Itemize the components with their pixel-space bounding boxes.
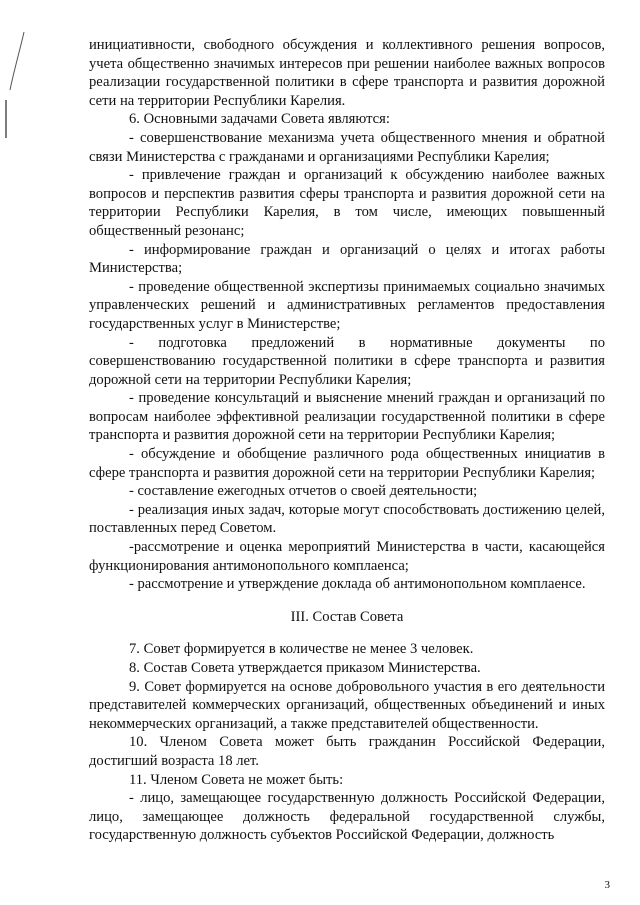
margin-pencil-mark bbox=[0, 30, 30, 140]
task-item: - реализация иных задач, которые могут способствовать достижению целей, поставленных перед Советом. bbox=[89, 501, 605, 537]
task-item: - совершенствование механизма учета общественного мнения и обратной связи Министерства с гражданами и организациями Республики Карелия; bbox=[89, 129, 605, 165]
task-item: - информирование граждан и организаций о целях и итогах работы Министерства; bbox=[89, 241, 605, 277]
page-number: 3 bbox=[604, 879, 610, 891]
paragraph-9: 9. Совет формируется на основе добровольного участия в его деятельности представителей коммерческих организаций, общественных объединений и иных некоммерческих организаций, а также представителей общественности. bbox=[89, 678, 605, 732]
paragraph-continuation: инициативности, свободного обсуждения и коллективного решения вопросов, учета общественно значимых интересов при решении наиболее важных вопросов реализации государственной политики в сфере транспорта и развития дорожной сети на территории Республики Карелия. bbox=[89, 37, 605, 109]
task-item: - привлечение граждан и организаций к обсуждению наиболее важных вопросов и перспектив развития сферы транспорта и развития дорожной сети на территории Республики Карелия, в том числе, имеющих повышенный общественный резонанс; bbox=[89, 167, 605, 239]
task-item: - проведение общественной экспертизы принимаемых социально значимых управленческих решений и административных регламентов предоставления государственных услуг в Министерстве; bbox=[89, 278, 605, 332]
paragraph-8: 8. Состав Совета утверждается приказом Министерства. bbox=[129, 660, 481, 676]
paragraph-6: 6. Основными задачами Совета являются: bbox=[129, 111, 390, 128]
paragraph-11-item: - лицо, замещающее государственную должность Российской Федерации, лицо, замещающее должность федеральной государственной службы, государственную должность субъектов Российской Федерации, должность bbox=[89, 790, 605, 844]
task-item: -рассмотрение и оценка мероприятий Министерства в части, касающейся функционирования антимонопольного комплаенса; bbox=[89, 539, 605, 574]
paragraph-11: 11. Членом Совета не может быть: bbox=[129, 771, 344, 788]
task-item: - подготовка предложений в нормативные документы по совершенствованию государственной политики в сфере транспорта и развития дорожной сети на территории Республики Карелия; bbox=[89, 334, 605, 388]
task-item: - проведение консультаций и выяснение мнений граждан и организаций по вопросам наиболее эффективной реализации государственной политики в сфере транспорта и развития дорожной сети на территории Республики Карелия; bbox=[89, 390, 605, 444]
task-item: - рассмотрение и утверждение доклада об антимонопольном комплаенсе. bbox=[129, 576, 586, 593]
paragraph-10: 10. Членом Совета может быть гражданин Российской Федерации, достигший возраста 18 лет. bbox=[89, 734, 605, 769]
paragraph-7: 7. Совет формируется в количестве не менее 3 человек. bbox=[129, 641, 474, 658]
task-item: - обсуждение и обобщение различного рода общественных инициатив в сфере транспорта и развития дорожной сети на территории Республики Карелия; bbox=[89, 446, 605, 481]
task-item: - составление ежегодных отчетов о своей деятельности; bbox=[129, 483, 478, 500]
section-heading: III. Состав Совета bbox=[290, 608, 404, 625]
document-body bbox=[89, 36, 605, 845]
